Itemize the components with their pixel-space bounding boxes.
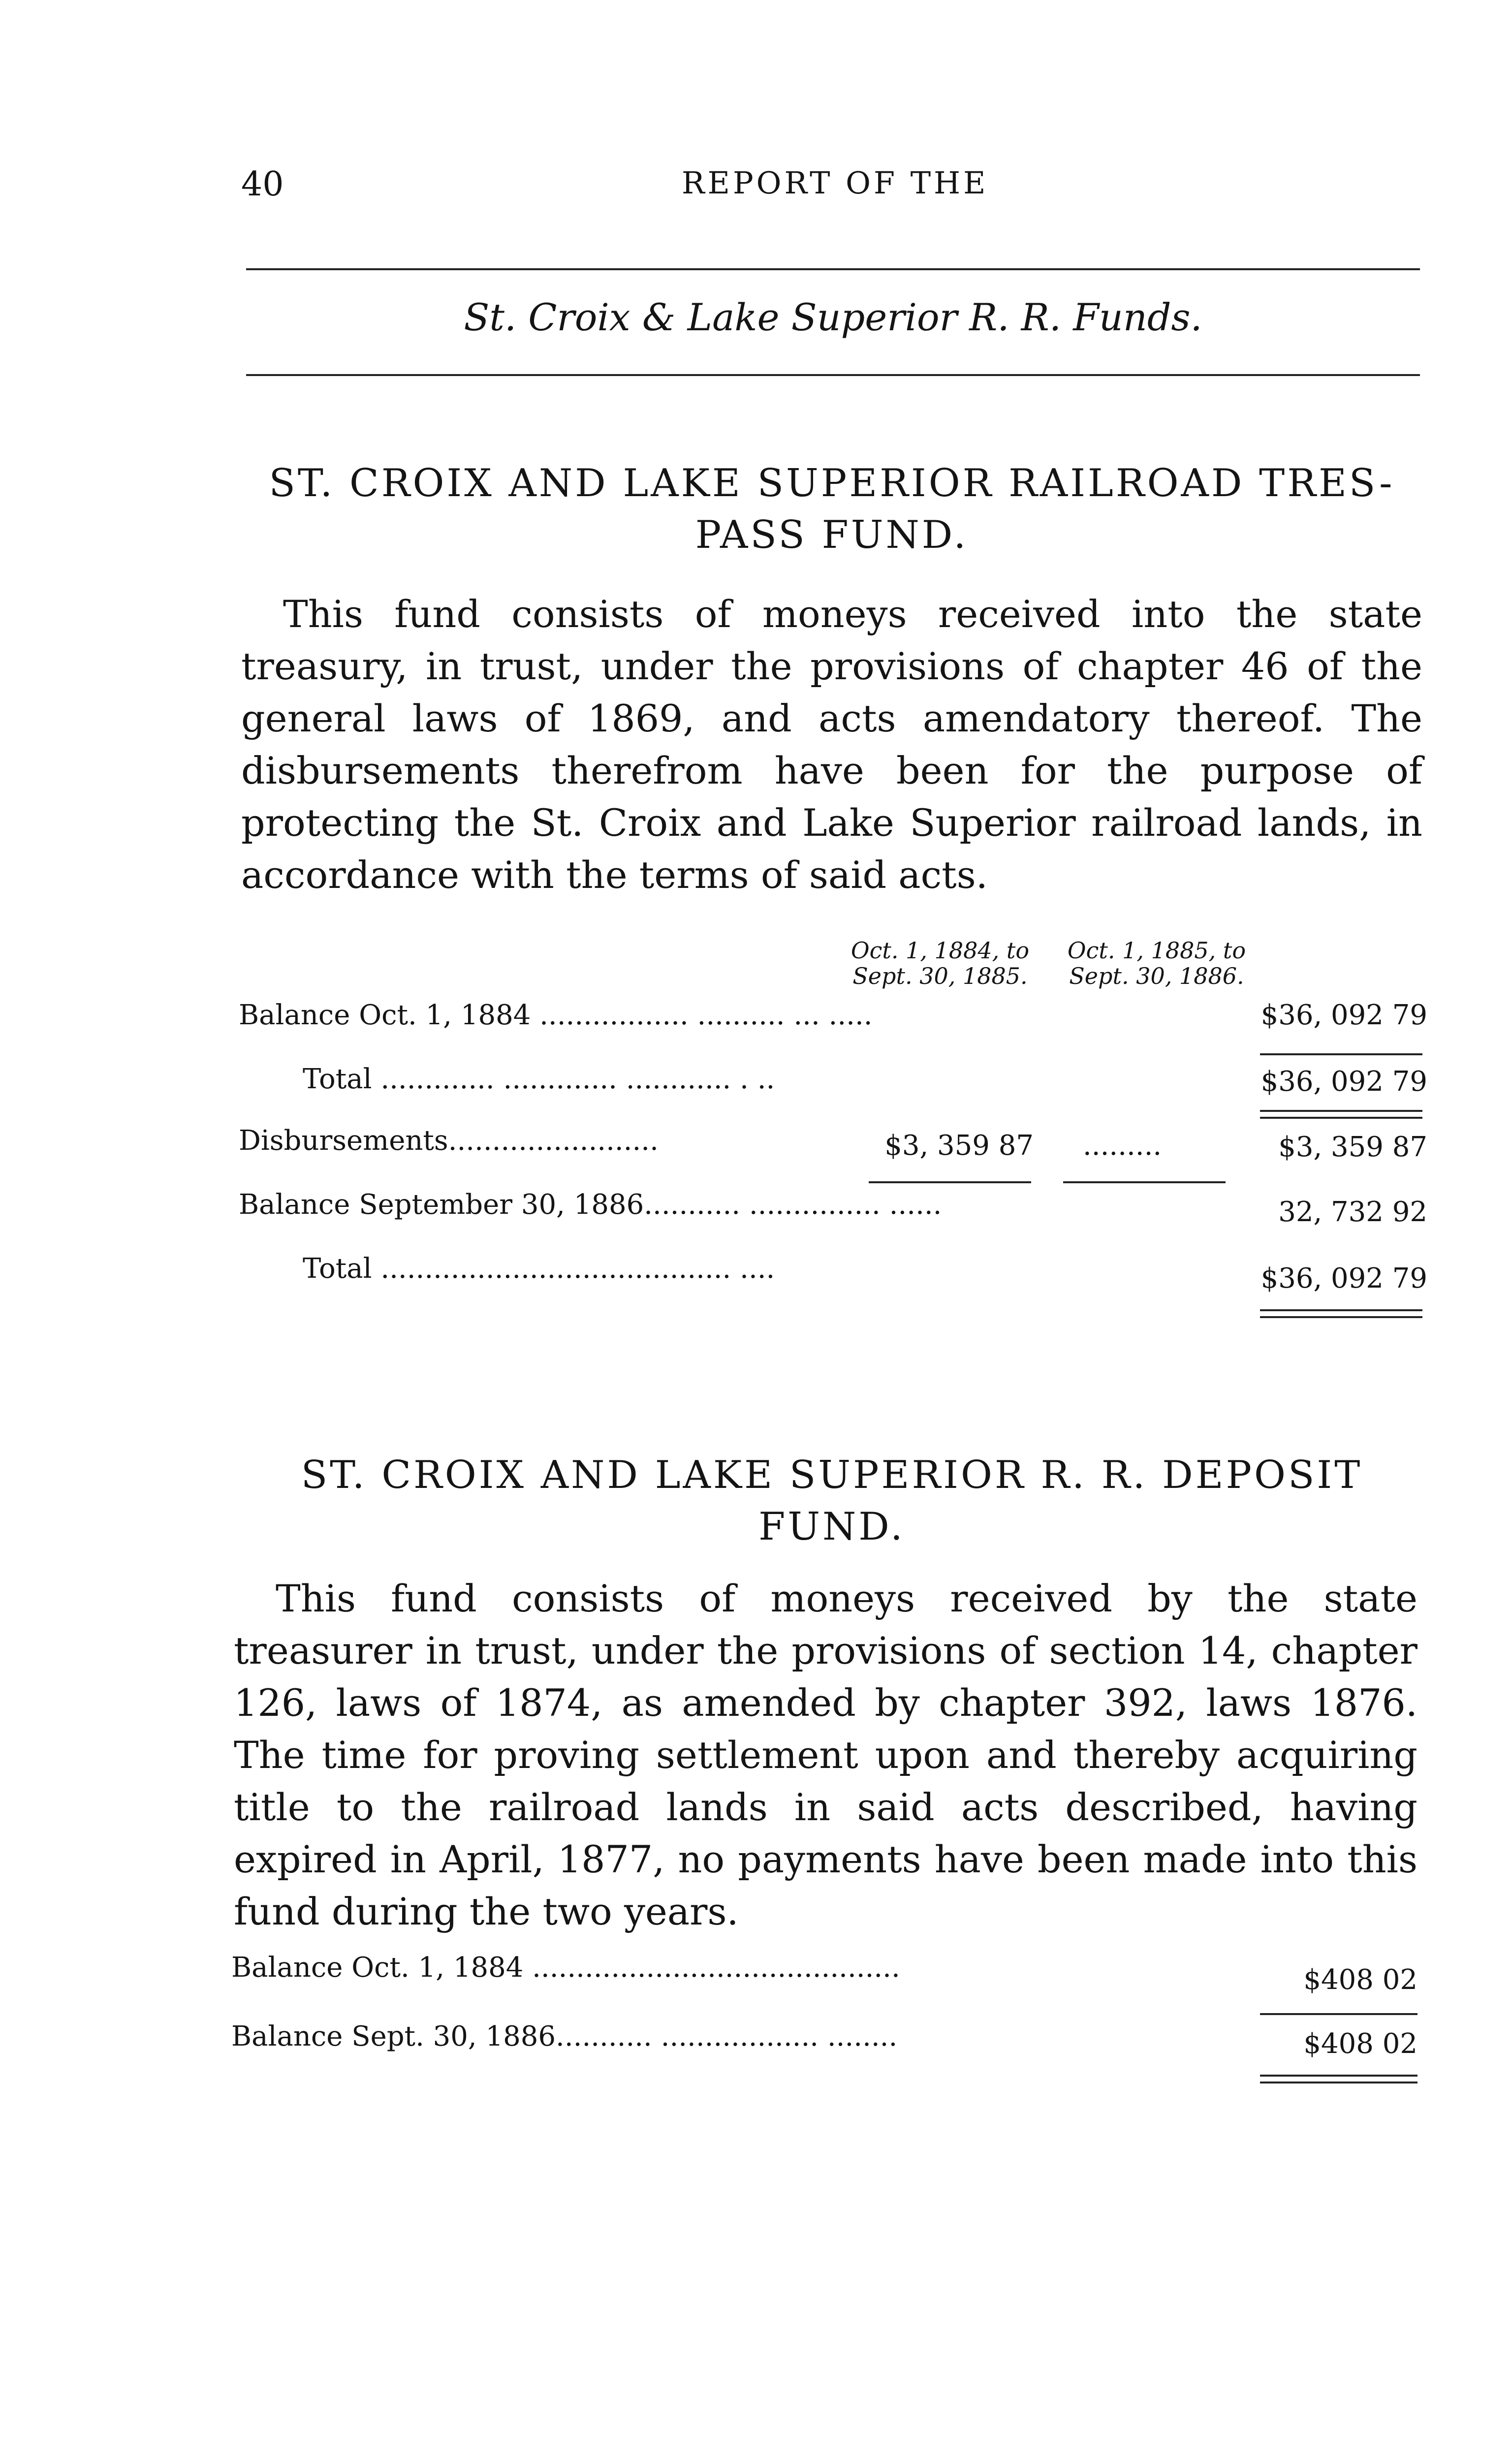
column-header-1884-85 <box>837 938 1043 989</box>
trespass-row-col2: ......... <box>1083 1130 1162 1162</box>
trespass-fund-paragraph: This fund consists of moneys received into the state treasury, in trust, under the provisions of chapter 46 of the general laws of 1869, and acts amendatory thereof. The disbursements therefrom have been for the purpose of protecting the St. Croix and Lake Superior railroad lands, in accordance with the terms of said acts. <box>241 592 1422 897</box>
deposit-title-line1: ST. CROIX AND LAKE SUPERIOR R. R. DEPOSIT <box>301 1453 1363 1497</box>
col1-head-line2: Sept. 30, 1885. <box>852 963 1028 989</box>
double-rule <box>1260 2075 1418 2083</box>
col2-rule <box>1063 1181 1226 1183</box>
total-rule <box>1260 2013 1418 2015</box>
running-title: REPORT OF THE <box>682 165 989 201</box>
deposit-row-label: Balance Oct. 1, 1884 .......................................... <box>231 1952 900 1984</box>
trespass-title-line2: PASS FUND. <box>695 513 969 557</box>
trespass-row-amount: $36, 092 79 <box>1260 1262 1427 1294</box>
double-rule <box>1260 1110 1422 1119</box>
trespass-row-label: Disbursements........................ <box>239 1125 659 1157</box>
trespass-row-amount: $36, 092 79 <box>1260 999 1427 1031</box>
trespass-row-amount: $3, 359 87 <box>1278 1131 1427 1163</box>
trespass-row-label: Total ........................................ .... <box>303 1253 775 1285</box>
deposit-row-label: Balance Sept. 30, 1886........... .................. ........ <box>231 2020 898 2052</box>
col2-head-line1: Oct. 1, 1885, to <box>1067 937 1246 964</box>
trespass-row-label: Total ............. ............. ............ . .. <box>303 1063 775 1095</box>
header-rule-bottom <box>246 374 1420 376</box>
trespass-fund-title <box>241 458 1422 561</box>
deposit-title-line2: FUND. <box>758 1505 905 1549</box>
deposit-row-amount: $408 02 <box>1303 1964 1418 1996</box>
trespass-row-label: Balance Oct. 1, 1884 ................. .......... ... ..... <box>239 999 873 1031</box>
page-number: 40 <box>241 165 284 204</box>
column-header-1885-86 <box>1053 938 1260 989</box>
trespass-row-label: Balance September 30, 1886........... ............... ...... <box>239 1189 942 1221</box>
double-rule <box>1260 1309 1422 1318</box>
col2-head-line2: Sept. 30, 1886. <box>1069 963 1244 989</box>
trespass-row-amount: 32, 732 92 <box>1278 1196 1427 1228</box>
trespass-row-col1: $3, 359 87 <box>884 1130 1034 1162</box>
col1-rule <box>869 1181 1031 1183</box>
total-rule <box>1260 1053 1422 1055</box>
deposit-fund-title <box>241 1450 1422 1553</box>
trespass-title-line1: ST. CROIX AND LAKE SUPERIOR RAILROAD TRES- <box>269 461 1395 505</box>
header-rule-top <box>246 268 1420 270</box>
deposit-row-amount: $408 02 <box>1303 2028 1418 2060</box>
col1-head-line1: Oct. 1, 1884, to <box>850 937 1030 964</box>
trespass-row-amount: $36, 092 79 <box>1260 1066 1427 1098</box>
deposit-fund-paragraph: This fund consists of moneys received by the state treasurer in trust, under the provisions of section 14, chapter 126, laws of 1874, as amended by chapter 392, laws 1876. The time for proving settlement upon and thereby acquiring title to the railroad lands in said acts described, having expired in April, 1877, no payments have been made into this fund during the two years. <box>234 1577 1418 1933</box>
section-subhead: St. Croix & Lake Superior R. R. Funds. <box>464 295 1202 339</box>
